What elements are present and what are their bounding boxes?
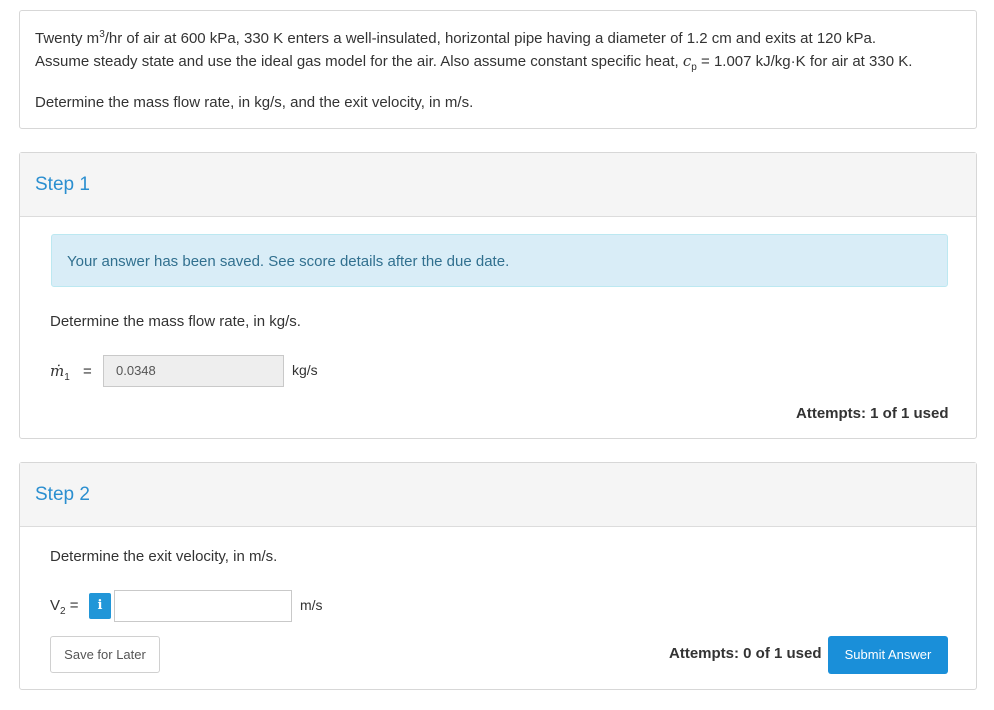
step2-header [20,463,976,527]
step2-attempts: Attempts: 0 of 1 used [669,645,822,662]
step1-header [20,153,976,217]
cp-subscript: p [691,62,697,73]
problem-card [19,10,977,129]
mdot-label [50,362,92,383]
problem-line2-start: Assume steady state and use the ideal gas model for the air. Also assume constant specific heat, [35,53,683,70]
mdot-unit: kg/s [292,362,318,378]
v2-subscript: 2 [60,606,66,617]
problem-line2-end: = 1.007 kJ/kg·K for air at 330 K. [696,53,913,70]
cp-variable: c [682,52,692,70]
save-for-later-button[interactable]: Save for Later [50,636,160,673]
step2-title: Step 2 [35,484,90,505]
step1-title: Step 1 [35,174,90,195]
step1-attempts: Attempts: 1 of 1 used [796,405,949,422]
problem-line1-end: /hr of air at 600 kPa, 330 K enters a well-insulated, horizontal pipe having a diameter of 1.2 cm and exits at 120 kPa. [104,30,877,47]
problem-line1-sup: 3 [99,29,105,40]
problem-line1-start: Twenty m [35,30,100,47]
v2-symbol: V [50,597,61,614]
step2-question: Determine the exit velocity, in m/s. [50,548,278,565]
saved-alert-text: Your answer has been saved. See score details after the due date. [67,253,510,270]
submit-answer-button[interactable]: Submit Answer [828,636,948,674]
problem-question: Determine the mass flow rate, in kg/s, and the exit velocity, in m/s. [35,94,474,111]
mdot-symbol: ṁ [50,362,65,380]
mdot-subscript: 1 [64,372,70,383]
mdot-equals: = [82,363,92,380]
problem-statement [35,28,955,73]
v2-unit: m/s [300,597,323,613]
step1-card [19,152,977,439]
exit-velocity-input[interactable] [114,590,292,622]
step2-card [19,462,977,690]
v2-equals: = [65,597,79,614]
info-icon[interactable]: i [89,593,111,619]
mass-flow-answer-field[interactable]: 0.0348 [103,355,284,387]
saved-alert [51,234,948,287]
v2-label [50,597,79,617]
step1-question: Determine the mass flow rate, in kg/s. [50,313,301,330]
